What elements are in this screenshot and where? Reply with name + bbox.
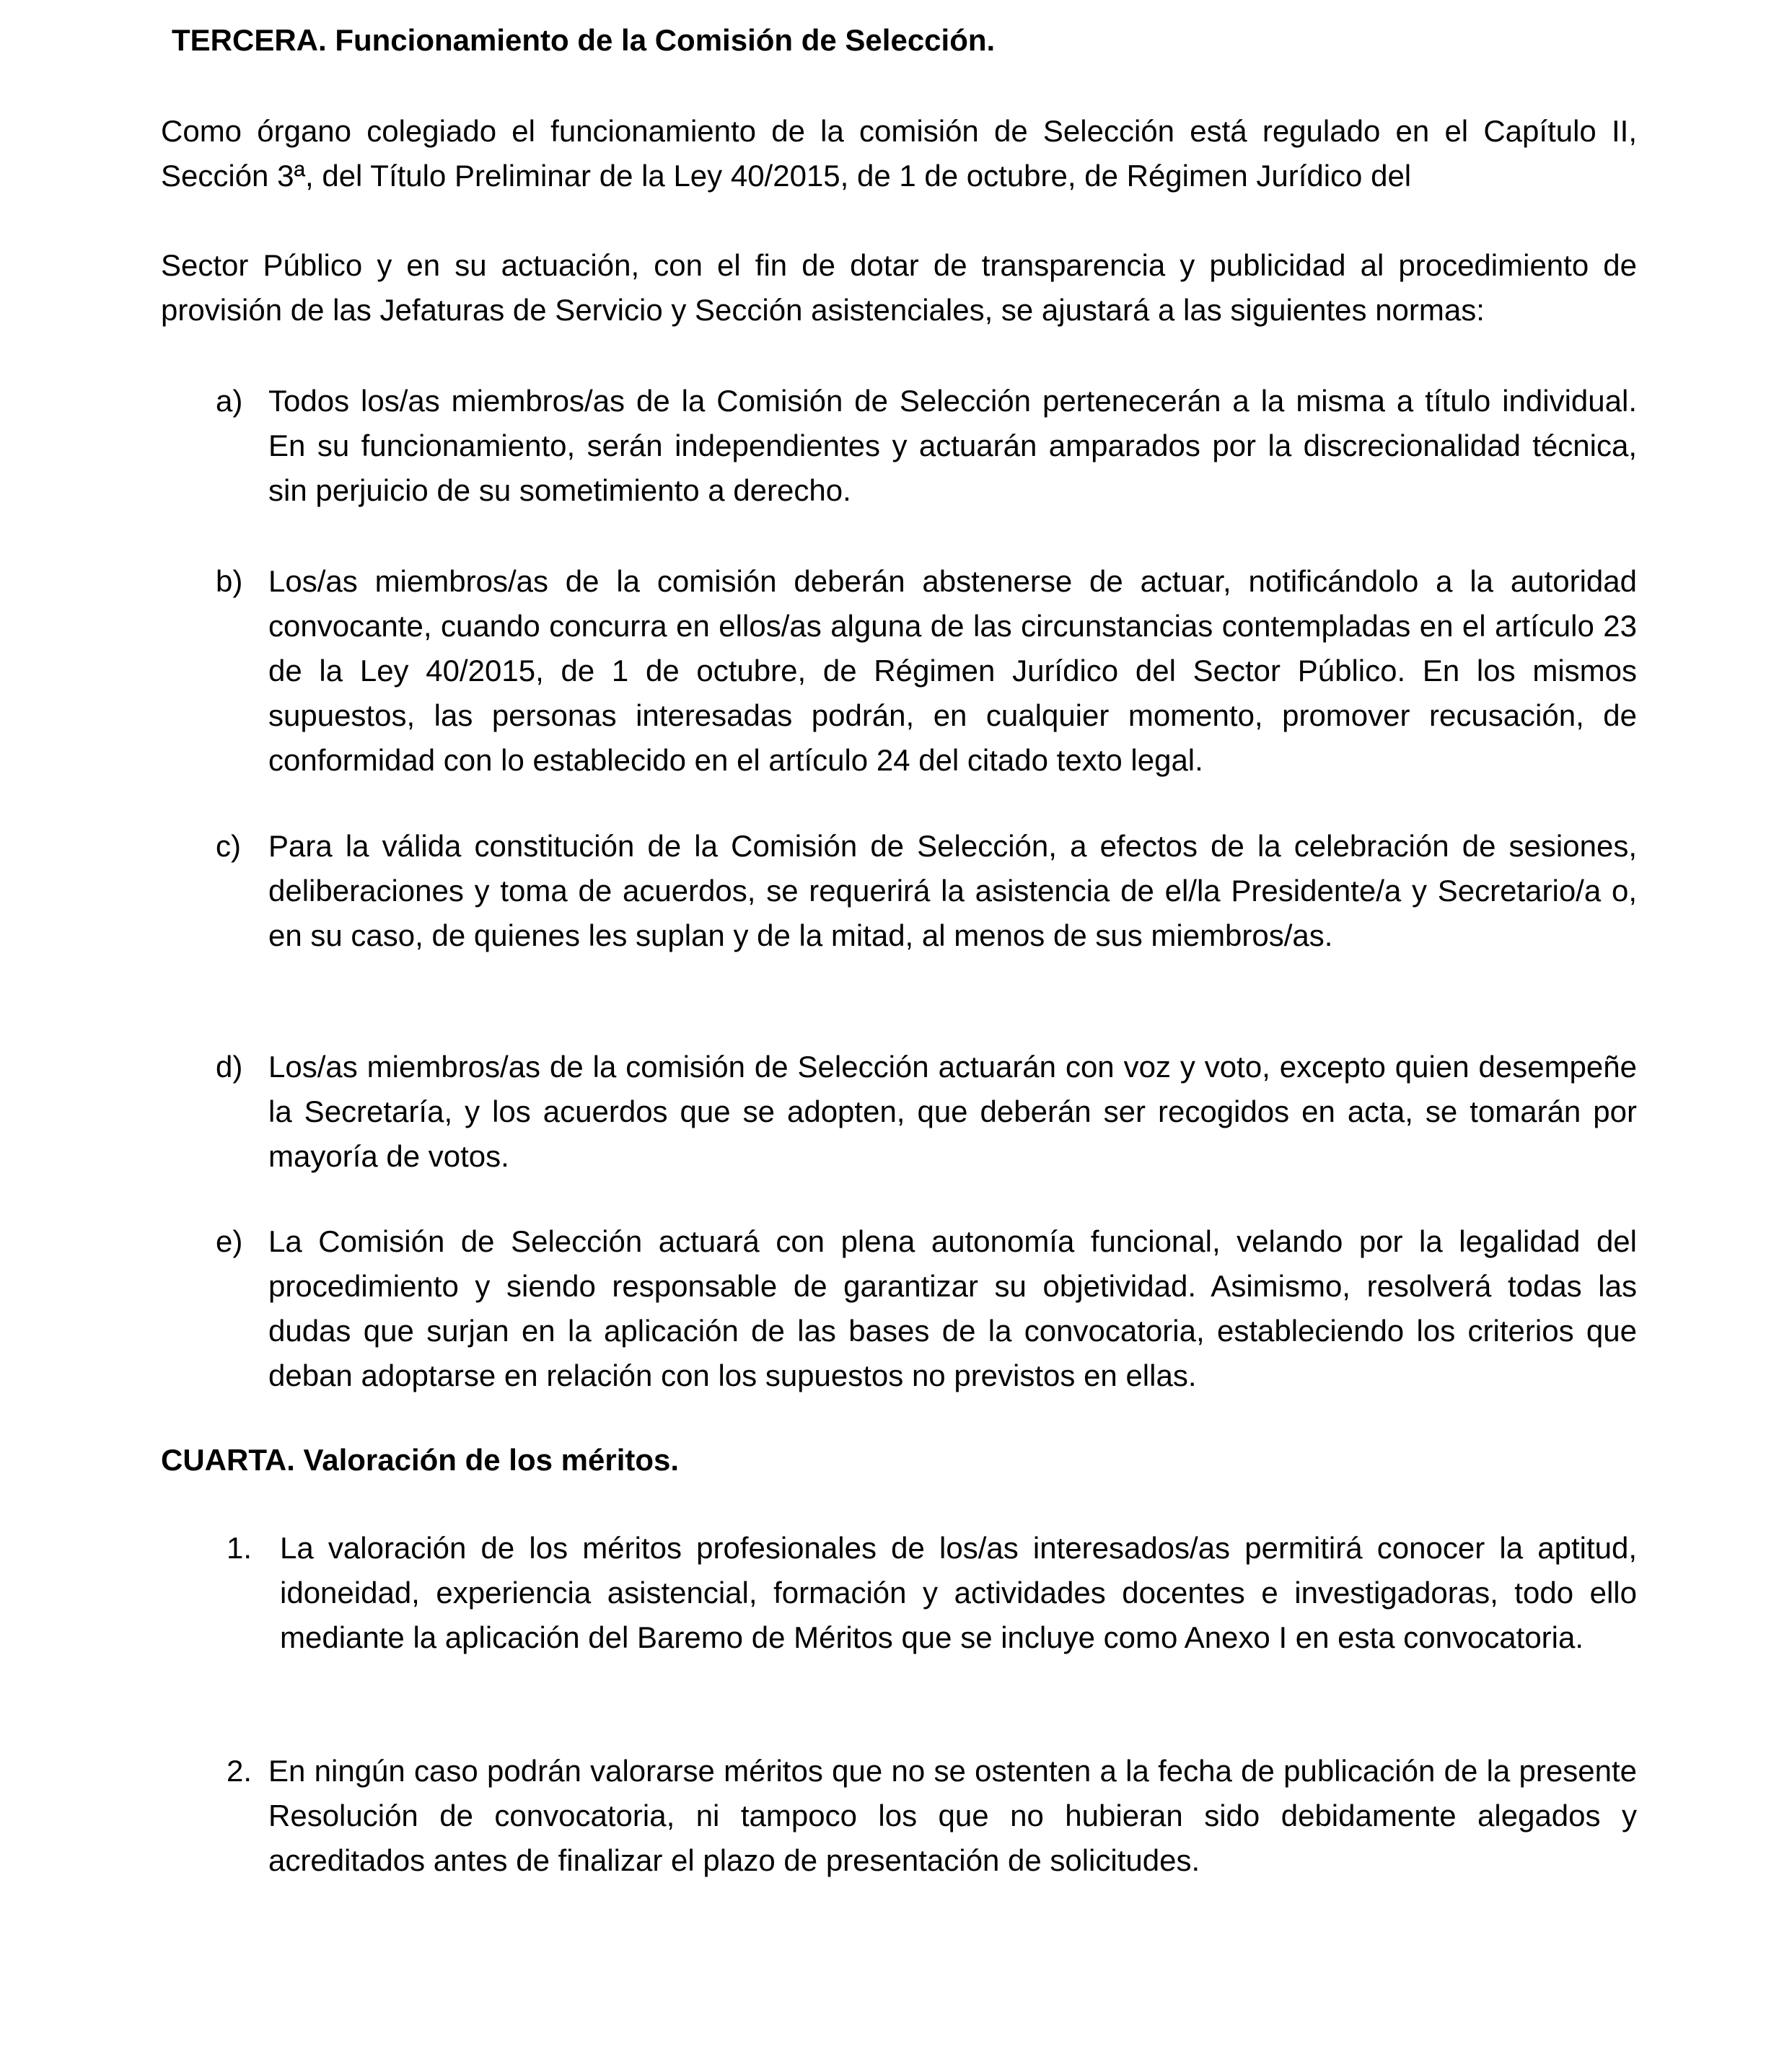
list-item-text: En ningún caso podrán valorarse méritos que no se ostenten a la fecha de publicación de la presente Resolución de convocatoria, ni tampoco los que no hubieran sido debidamente alegados y acreditados antes de finalizar el plazo de presentación de solicitudes. bbox=[268, 1754, 1637, 1877]
list-marker: a) bbox=[216, 384, 243, 418]
list-marker: d) bbox=[216, 1050, 243, 1084]
list-item-c bbox=[216, 824, 1637, 958]
list-marker: b) bbox=[216, 564, 243, 598]
list-item-1 bbox=[227, 1526, 1637, 1660]
intro-paragraph-1: Como órgano colegiado el funcionamiento de la comisión de Selección está regulado en el Capítulo II, Sección 3ª, del Título Preliminar de la Ley 40/2015, de 1 de octubre, de Régimen Jurídico del bbox=[161, 114, 1637, 193]
list-item-2 bbox=[227, 1749, 1637, 1883]
list-item-text: Los/as miembros/as de la comisión de Selección actuarán con voz y voto, excepto quien desempeñe la Secretaría, y los acuerdos que se adopten, que deberán ser recogidos en acta, se tomarán por mayoría de votos. bbox=[268, 1050, 1637, 1173]
list-item-a bbox=[216, 379, 1637, 513]
list-marker: e) bbox=[216, 1224, 243, 1258]
section-heading-cuarta: CUARTA. Valoración de los méritos. bbox=[161, 1443, 680, 1477]
list-item-d bbox=[216, 1045, 1637, 1179]
list-marker: 2. bbox=[227, 1754, 252, 1788]
list-item-text: Todos los/as miembros/as de la Comisión de Selección pertenecerán a la misma a título individual. En su funcionamiento, serán independientes y actuarán amparados por la discrecionalidad técnica, sin perjuicio de su sometimiento a derecho. bbox=[268, 384, 1637, 507]
list-marker: c) bbox=[216, 829, 241, 863]
list-item-e bbox=[216, 1219, 1637, 1398]
section-heading-tercera: TERCERA. Funcionamiento de la Comisión de Selección. bbox=[172, 23, 996, 57]
intro-paragraph-2: Sector Público y en su actuación, con el fin de dotar de transparencia y publicidad al procedimiento de provisión de las Jefaturas de Servicio y Sección asistenciales, se ajustará a las siguientes normas: bbox=[161, 248, 1637, 327]
list-marker: 1. bbox=[227, 1531, 252, 1565]
list-item-text: La valoración de los méritos profesionales de los/as interesados/as permitirá conocer la aptitud, idoneidad, experiencia asistencial, formación y actividades docentes e investigadoras, todo ello mediante la aplicación del Baremo de Méritos que se incluye como Anexo I en esta convocatoria. bbox=[280, 1531, 1637, 1654]
list-item-text: La Comisión de Selección actuará con plena autonomía funcional, velando por la legalidad del procedimiento y siendo responsable de garantizar su objetividad. Asimismo, resolverá todas las dudas que surjan en la aplicación de las bases de la convocatoria, estableciendo los criterios que deban adoptarse en relación con los supuestos no previstos en ellas. bbox=[268, 1224, 1637, 1392]
list-item-text: Para la válida constitución de la Comisión de Selección, a efectos de la celebración de sesiones, deliberaciones y toma de acuerdos, se requerirá la asistencia de el/la Presidente/a y Secretario/a o, en su caso, de quienes les suplan y de la mitad, al menos de sus miembros/as. bbox=[268, 829, 1637, 952]
list-item-text: Los/as miembros/as de la comisión deberán abstenerse de actuar, notificándolo a la autoridad convocante, cuando concurra en ellos/as alguna de las circunstancias contempladas en el artículo 23 de la Ley 40/2015, de 1 de octubre, de Régimen Jurídico del Sector Público. En los mismos supuestos, las personas interesadas podrán, en cualquier momento, promover recusación, de conformidad con lo establecido en el artículo 24 del citado texto legal. bbox=[268, 564, 1637, 777]
list-item-b bbox=[216, 559, 1637, 783]
